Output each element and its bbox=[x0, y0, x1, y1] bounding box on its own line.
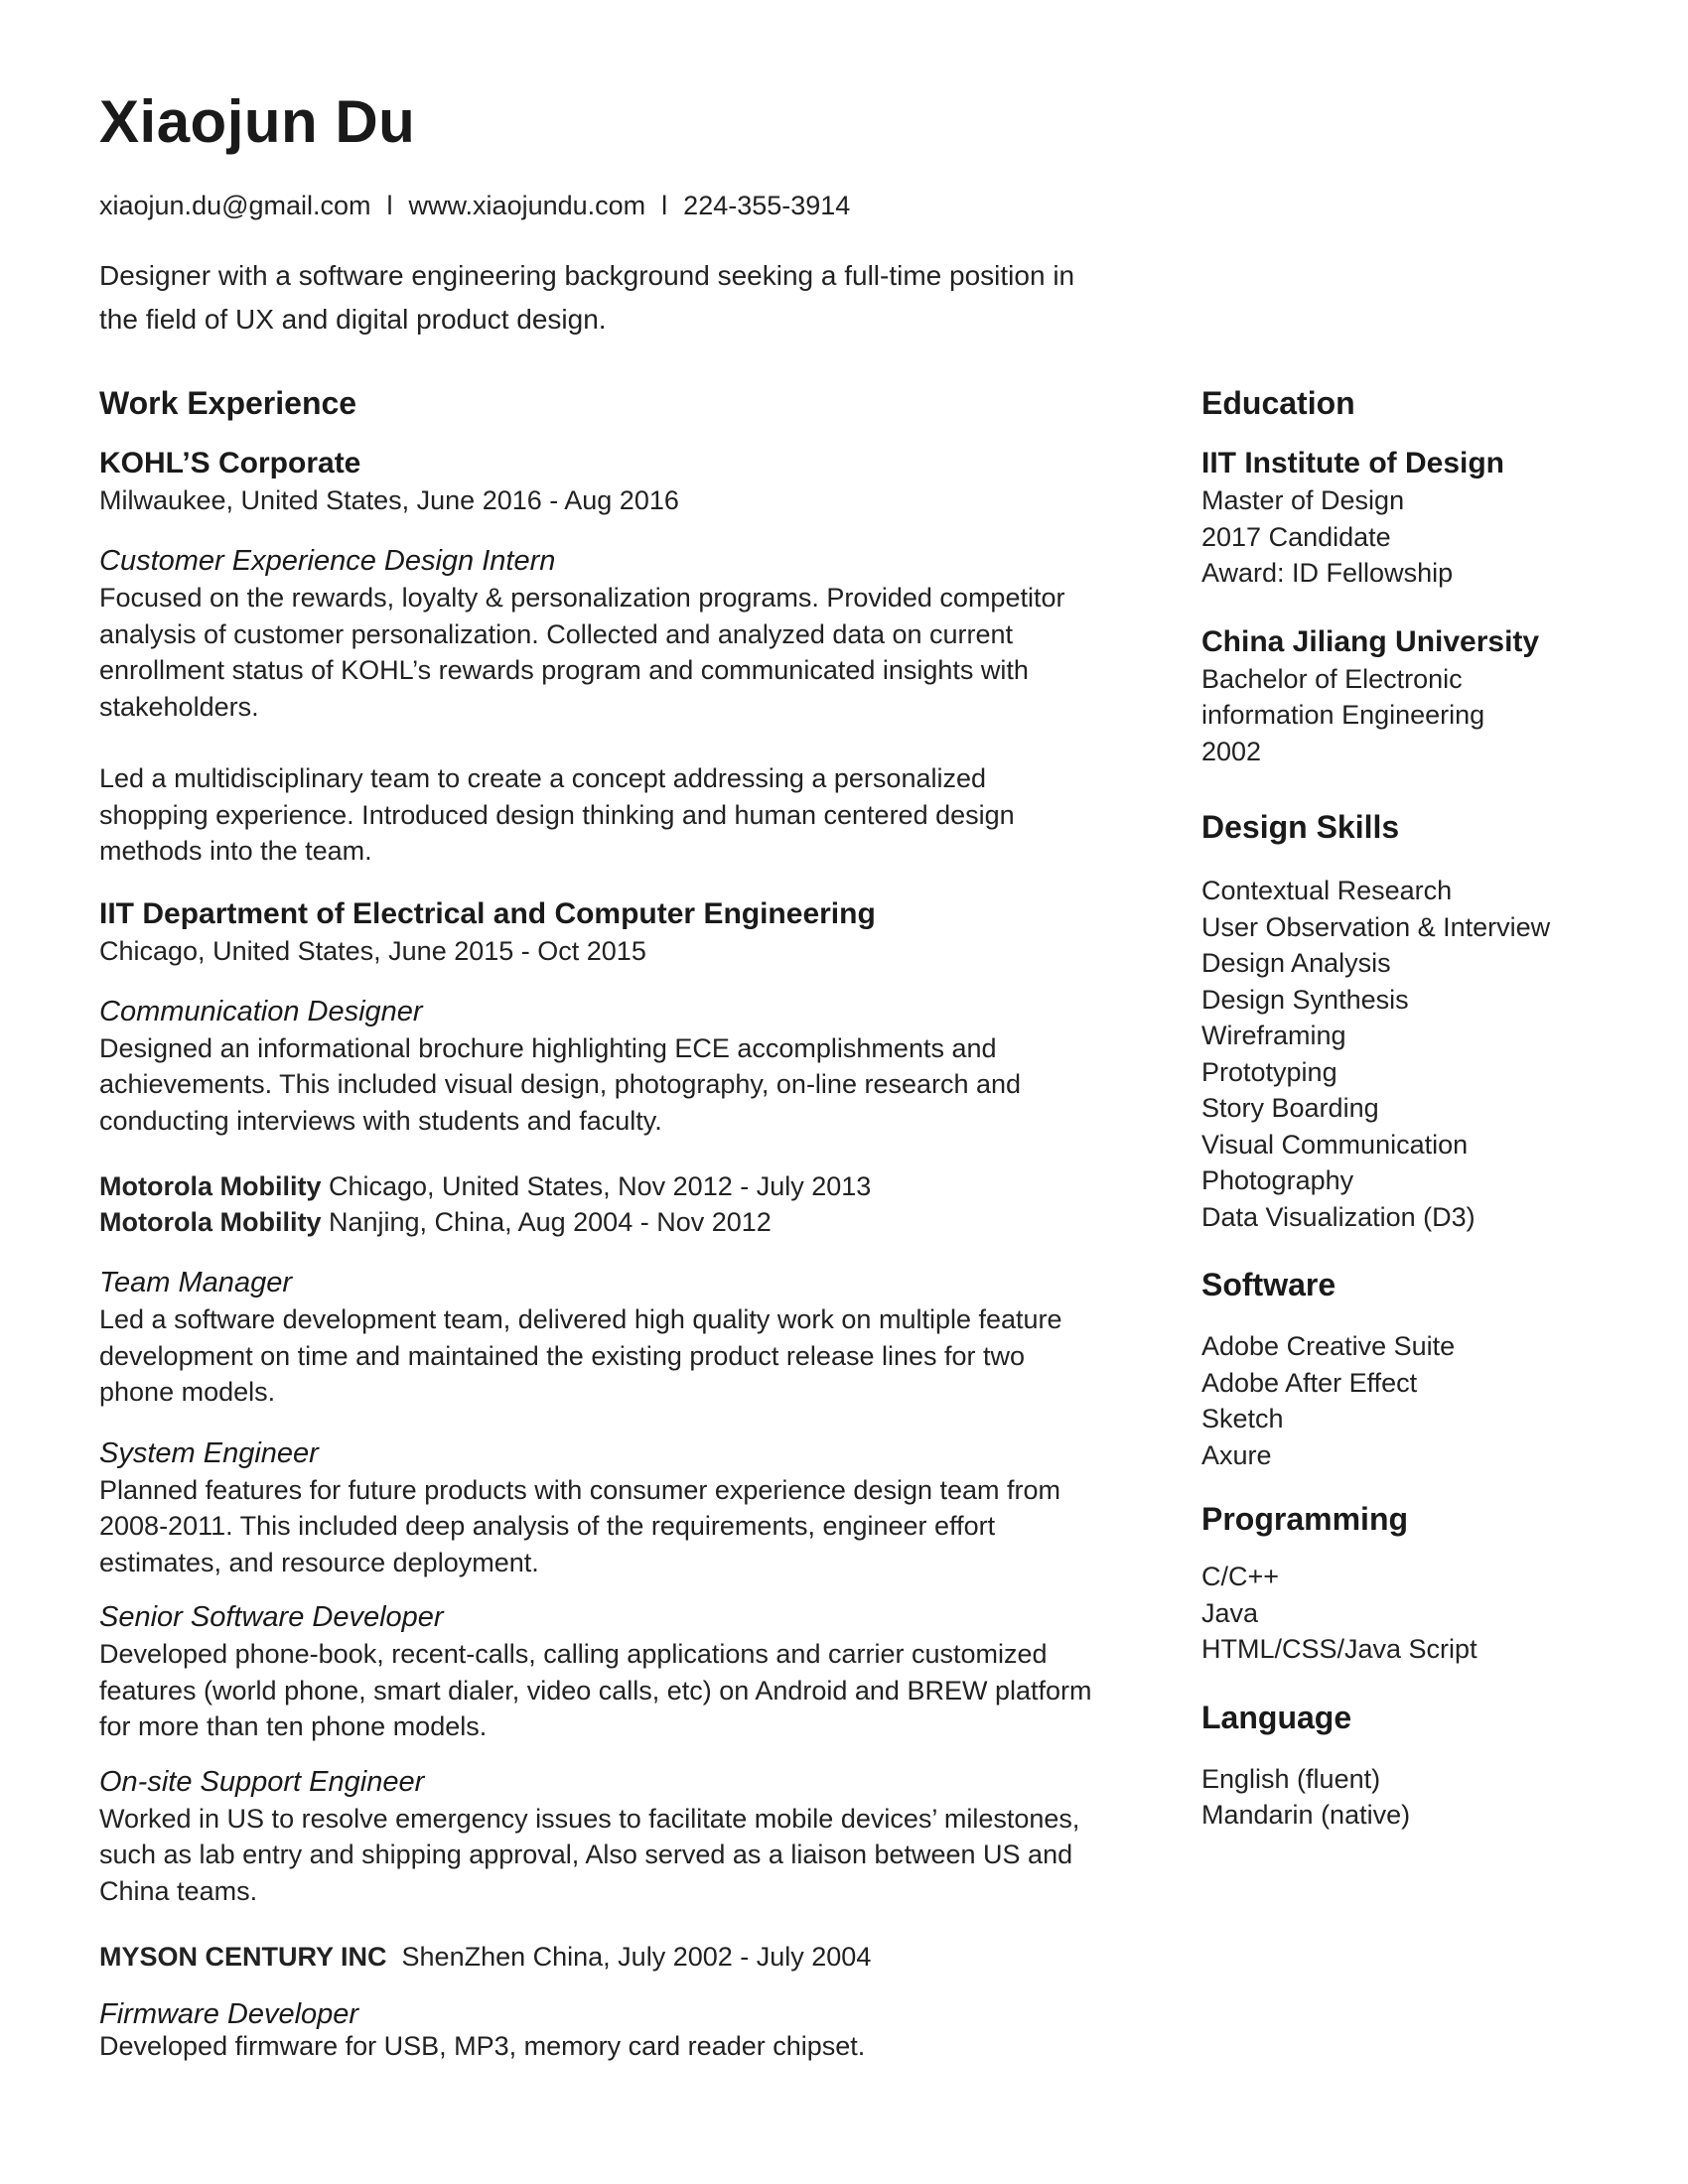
role-title: Firmware Developer bbox=[99, 1998, 359, 2030]
school-detail: Master of Design bbox=[1201, 485, 1405, 515]
website-link[interactable]: www.xiaojundu.com bbox=[408, 191, 646, 220]
design-skills-list bbox=[1201, 873, 1658, 1235]
job-iit bbox=[99, 895, 1092, 1140]
org-name: Motorola Mobility bbox=[99, 1171, 322, 1201]
programming-list bbox=[1201, 1559, 1658, 1668]
summary: Designer with a software engineering background seeking a full-time position in the field of UX and digital product design. bbox=[99, 260, 1075, 335]
language-item: Mandarin (native) bbox=[1201, 1800, 1411, 1830]
programming-item: Java bbox=[1201, 1597, 1259, 1628]
org-meta: ShenZhen China, July 2002 - July 2004 bbox=[386, 1942, 872, 1972]
role-description: Designed an informational brochure highlighting ECE accomplishments and achievements. This included visual design, photography, on-line research and conducting interviews with students and faculty. bbox=[99, 1032, 1022, 1136]
separator: l bbox=[661, 191, 668, 220]
email-link[interactable]: xiaojun.du@gmail.com bbox=[99, 191, 371, 220]
skill-item: Contextual Research bbox=[1201, 876, 1453, 905]
job-myson bbox=[99, 1939, 1092, 2062]
skill-item: Photography bbox=[1201, 1165, 1354, 1195]
section-title-language: Language bbox=[1201, 1699, 1352, 1735]
school-1 bbox=[1201, 445, 1658, 592]
software-list bbox=[1201, 1328, 1658, 1473]
skill-item: Visual Communication bbox=[1201, 1129, 1469, 1160]
phone-number: 224-355-3914 bbox=[683, 191, 851, 220]
role-title: System Engineer bbox=[99, 1436, 319, 1469]
org-name: KOHL’S Corporate bbox=[99, 447, 361, 479]
org-meta: Chicago, United States, Nov 2012 - July 2013 bbox=[321, 1171, 872, 1201]
role-description: Led a multidisciplinary team to create a concept addressing a personalized shopping experience. Introduced design thinking and human centered design methods into the team. bbox=[99, 763, 1015, 866]
role-title: On-site Support Engineer bbox=[99, 1765, 425, 1798]
role-title: Customer Experience Design Intern bbox=[99, 545, 556, 577]
org-line bbox=[99, 1939, 1092, 1975]
org-meta: Chicago, United States, June 2015 - Oct 2015 bbox=[99, 935, 646, 966]
contact-line bbox=[99, 191, 850, 221]
language-item: English (fluent) bbox=[1201, 1763, 1381, 1794]
org-name: IIT Department of Electrical and Computer Engineering bbox=[99, 896, 876, 930]
org-meta: Nanjing, China, Aug 2004 - Nov 2012 bbox=[321, 1207, 772, 1237]
skill-item: Data Visualization (D3) bbox=[1201, 1201, 1476, 1232]
work-experience-section bbox=[99, 381, 1092, 2062]
software-item: Sketch bbox=[1201, 1404, 1284, 1433]
sidebar-column bbox=[1201, 381, 1658, 1834]
programming-item: C/C++ bbox=[1201, 1562, 1280, 1591]
resume-name: Xiaojun Du bbox=[99, 88, 416, 155]
skill-item: Story Boarding bbox=[1201, 1093, 1379, 1123]
software-item: Axure bbox=[1201, 1439, 1272, 1470]
school-detail: 2002 bbox=[1201, 736, 1262, 766]
section-title-education: Education bbox=[1201, 385, 1355, 421]
org-meta: Milwaukee, United States, June 2016 - Aug 2016 bbox=[99, 485, 679, 515]
school-detail: information Engineering bbox=[1201, 700, 1485, 730]
section-title-software: Software bbox=[1201, 1267, 1336, 1302]
language-list bbox=[1201, 1761, 1658, 1834]
org-name: Motorola Mobility bbox=[99, 1207, 322, 1237]
school-detail: 2017 Candidate bbox=[1201, 521, 1391, 552]
school-detail: Bachelor of Electronic bbox=[1201, 663, 1463, 694]
role-description: Planned features for future products with consumer experience design team from 2008-2011. This included deep analysis of the requirements, engineer effort estimates, and resource deployment. bbox=[99, 1474, 1061, 1577]
software-item: Adobe After Effect bbox=[1201, 1367, 1418, 1398]
school-name: China Jiliang University bbox=[1201, 624, 1540, 658]
skill-item: Prototyping bbox=[1201, 1056, 1337, 1087]
section-title-programming: Programming bbox=[1201, 1501, 1409, 1537]
skill-item: Design Analysis bbox=[1201, 948, 1391, 978]
role-title: Senior Software Developer bbox=[99, 1601, 444, 1633]
section-title-work: Work Experience bbox=[99, 385, 357, 421]
skill-item: Design Synthesis bbox=[1201, 984, 1409, 1015]
skill-item: Wireframing bbox=[1201, 1021, 1346, 1050]
role-title: Team Manager bbox=[99, 1267, 292, 1298]
role-description: Developed phone-book, recent-calls, calling applications and carrier customized features (world phone, smart dialer, video calls, etc) on Android and BREW platform for more than ten phone models. bbox=[99, 1639, 1092, 1741]
skill-item: User Observation & Interview bbox=[1201, 911, 1551, 942]
org-line bbox=[99, 1168, 1092, 1204]
school-name: IIT Institute of Design bbox=[1201, 447, 1504, 479]
software-item: Adobe Creative Suite bbox=[1201, 1331, 1456, 1361]
school-2 bbox=[1201, 623, 1658, 770]
section-title-design-skills: Design Skills bbox=[1201, 809, 1400, 845]
separator: l bbox=[386, 191, 393, 220]
job-motorola bbox=[99, 1168, 1092, 1909]
role-description: Led a software development team, delivered high quality work on multiple feature development on time and maintained the existing product release lines for two phone models. bbox=[99, 1304, 1062, 1407]
role-description: Developed firmware for USB, MP3, memory card reader chipset. bbox=[99, 2031, 866, 2061]
org-name: MYSON CENTURY INC bbox=[99, 1942, 387, 1972]
role-description: Worked in US to resolve emergency issues to facilitate mobile devices’ milestones, such as lab entry and shipping approval, Also served as a liaison between US and China teams. bbox=[99, 1803, 1080, 1906]
org-line bbox=[99, 1204, 1092, 1240]
job-kohls bbox=[99, 445, 1092, 870]
role-title: Communication Designer bbox=[99, 995, 423, 1027]
programming-item: HTML/CSS/Java Script bbox=[1201, 1634, 1477, 1664]
role-description: Focused on the rewards, loyalty & personalization programs. Provided competitor analysis of customer personalization. Collected and analyzed data on current enrollment status of KOHL’s rewards program and communicated insights with stakeholders. bbox=[99, 583, 1065, 722]
school-detail: Award: ID Fellowship bbox=[1201, 558, 1454, 588]
